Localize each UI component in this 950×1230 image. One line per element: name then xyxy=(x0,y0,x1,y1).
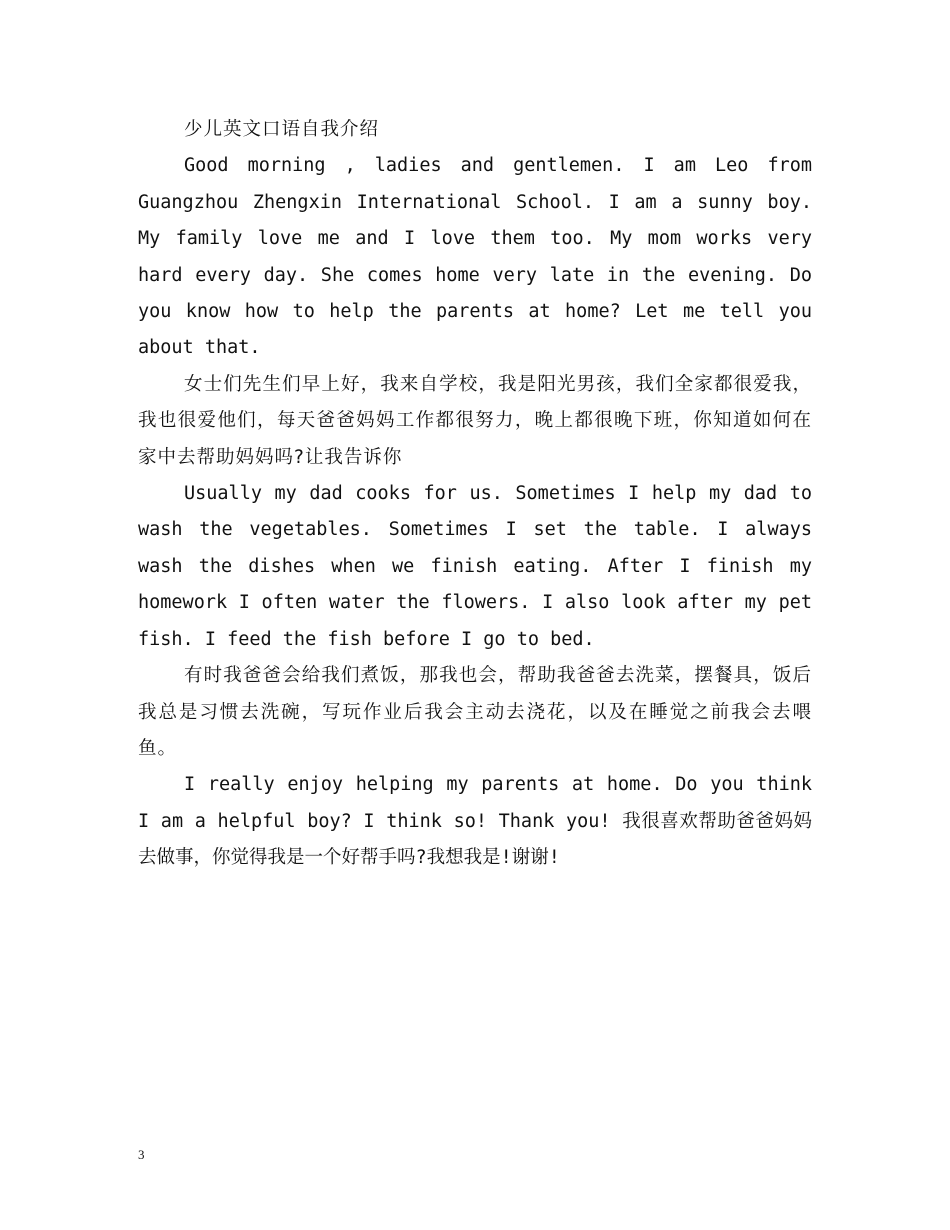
paragraph-closing: I really enjoy helping my parents at home. Do you think I am a helpful boy? I think so! Thank you! 我很喜欢帮助爸爸妈妈去做事，你觉得我是一个好帮手吗?我想我是!谢谢! xyxy=(138,774,812,869)
paragraph-chores-chinese: 有时我爸爸会给我们煮饭，那我也会，帮助我爸爸去洗菜，摆餐具，饭后我总是习惯去洗碗，写玩作业后我会主动去浇花，以及在睡觉之前我会去喂鱼。 xyxy=(138,665,812,759)
document-title: 少儿英文口语自我介绍 xyxy=(184,119,380,140)
paragraph-intro-chinese: 女士们先生们早上好，我来自学校，我是阳光男孩，我们全家都很爱我，我也很爱他们，每天爸爸妈妈工作都很努力，晚上都很晚下班，你知道如何在家中去帮助妈妈吗?让我告诉你 xyxy=(138,373,812,468)
paragraph-chores-english: Usually my dad cooks for us. Sometimes I help my dad to wash the vegetables. Sometimes I set the table. I always wash the dishes when we finish eating. After I finish my homework I often water the flowers. I also look after my pet fish. I feed the fish before I go to bed. xyxy=(138,483,812,650)
paragraph-intro-english: Good morning , ladies and gentlemen. I am Leo from Guangzhou Zhengxin International School. I am a sunny boy. My family love me and I love them too. My mom works very hard every day. She comes home very late in the evening. Do you know how to help the parents at home? Let me tell you about that. xyxy=(138,155,812,359)
page-number: 3 xyxy=(138,1147,145,1162)
document-body xyxy=(138,112,812,877)
